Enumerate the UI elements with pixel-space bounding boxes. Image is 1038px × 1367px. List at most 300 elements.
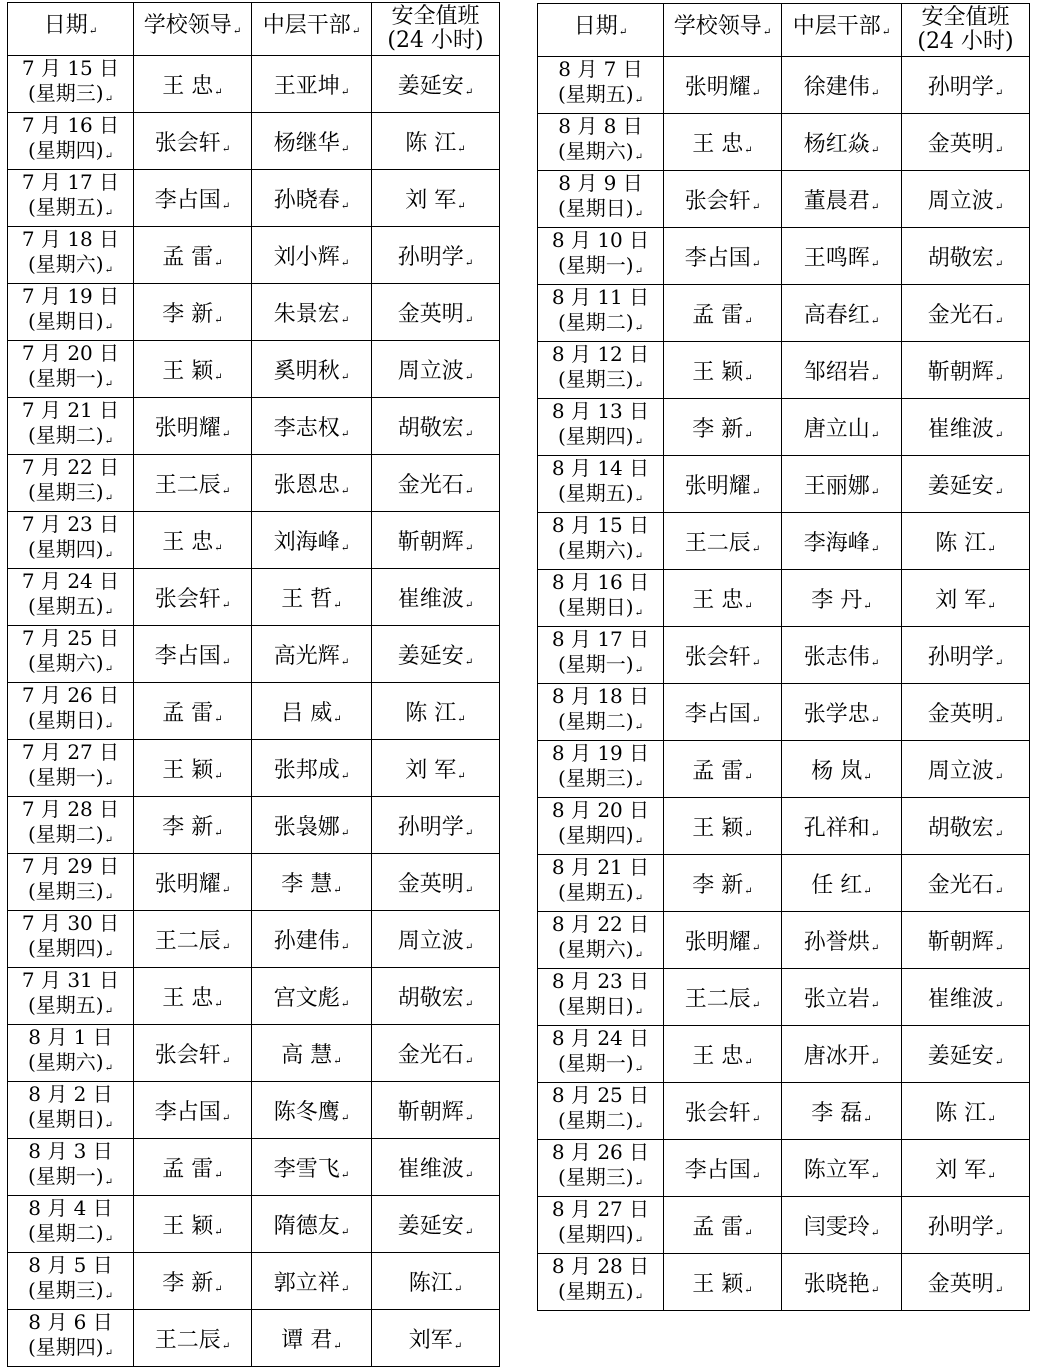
date-text: 8 月 7 日: [558, 57, 643, 81]
safety-cell: 金光石↵: [372, 455, 500, 512]
table-row: [8, 512, 500, 569]
date-text: 7 月 24 日: [21, 569, 120, 593]
safety-cell: 胡敬宏↵: [902, 228, 1030, 285]
weekday-text: (星期五)↵: [558, 481, 643, 505]
leader-cell: 王 颖↵: [134, 1196, 252, 1253]
leader-cell: 王 忠↵: [134, 968, 252, 1025]
middle-cell: 唐立山↵: [782, 399, 902, 456]
leader-cell: 王 忠↵: [664, 114, 782, 171]
date-text: 8 月 2 日: [28, 1082, 113, 1106]
leader-cell: 王二辰↵: [664, 969, 782, 1026]
middle-cell: 徐建伟↵: [782, 57, 902, 114]
date-cell: [8, 341, 134, 398]
date-text: 7 月 31 日: [21, 968, 120, 992]
weekday-text: (星期二)↵: [28, 1221, 113, 1245]
date-text: 7 月 27 日: [21, 740, 120, 764]
header-middle: 中层干部↵: [782, 4, 902, 57]
middle-cell: 董晨君↵: [782, 171, 902, 228]
weekday-text: (星期四)↵: [558, 1222, 643, 1246]
date-cell: [8, 398, 134, 455]
table-row: [538, 855, 1030, 912]
table-row: [8, 113, 500, 170]
date-text: 8 月 3 日: [28, 1139, 113, 1163]
table-row: [8, 1082, 500, 1139]
safety-cell: 姜延安↵: [902, 1026, 1030, 1083]
weekday-text: (星期日)↵: [28, 1107, 113, 1131]
date-text: 8 月 25 日: [551, 1083, 650, 1107]
date-cell: [538, 57, 664, 114]
weekday-text: (星期一)↵: [28, 1164, 113, 1188]
middle-cell: 李 丹↵: [782, 570, 902, 627]
table-row: [8, 56, 500, 113]
right-table-body: [538, 57, 1030, 1311]
date-cell: [8, 284, 134, 341]
weekday-text: (星期六)↵: [558, 937, 643, 961]
date-text: 8 月 9 日: [558, 171, 643, 195]
table-row: [8, 1253, 500, 1310]
middle-cell: 郭立祥↵: [252, 1253, 372, 1310]
middle-cell: 刘小辉↵: [252, 227, 372, 284]
date-text: 8 月 5 日: [28, 1253, 113, 1277]
table-row: [538, 741, 1030, 798]
weekday-text: (星期六)↵: [28, 252, 113, 276]
table-row: [538, 285, 1030, 342]
safety-cell: 周立波↵: [902, 171, 1030, 228]
leader-cell: 王二辰↵: [664, 513, 782, 570]
middle-cell: 孔祥和↵: [782, 798, 902, 855]
safety-cell: 周立波↵: [902, 741, 1030, 798]
middle-cell: 高 慧↵: [252, 1025, 372, 1082]
safety-cell: 金英明↵: [902, 684, 1030, 741]
leader-cell: 李 新↵: [134, 1253, 252, 1310]
leader-cell: 孟 雷↵: [134, 683, 252, 740]
leader-cell: 李占国↵: [664, 228, 782, 285]
table-row: [8, 569, 500, 626]
leader-cell: 张会轩↵: [134, 1025, 252, 1082]
middle-cell: 任 红↵: [782, 855, 902, 912]
left-duty-table: [7, 2, 500, 1367]
date-cell: [8, 170, 134, 227]
table-row: [538, 798, 1030, 855]
date-cell: [8, 968, 134, 1025]
leader-cell: 李占国↵: [664, 684, 782, 741]
leader-cell: 张会轩↵: [664, 627, 782, 684]
date-text: 8 月 10 日: [551, 228, 650, 252]
date-cell: [538, 627, 664, 684]
date-cell: [8, 1082, 134, 1139]
middle-cell: 杨红焱↵: [782, 114, 902, 171]
safety-cell: 胡敬宏↵: [902, 798, 1030, 855]
middle-cell: 陈立军↵: [782, 1140, 902, 1197]
date-cell: [538, 1140, 664, 1197]
date-cell: [538, 228, 664, 285]
table-row: [8, 1196, 500, 1253]
table-row: [538, 684, 1030, 741]
date-text: 8 月 23 日: [551, 969, 650, 993]
date-cell: [538, 342, 664, 399]
date-text: 8 月 13 日: [551, 399, 650, 423]
table-row: [538, 1140, 1030, 1197]
table-row: [538, 1026, 1030, 1083]
leader-cell: 张会轩↵: [664, 1083, 782, 1140]
middle-cell: 奚明秋↵: [252, 341, 372, 398]
safety-cell: 崔维波↵: [372, 569, 500, 626]
middle-cell: 杨继华↵: [252, 113, 372, 170]
date-text: 8 月 1 日: [28, 1025, 113, 1049]
table-row: [538, 57, 1030, 114]
middle-cell: 王鸣晖↵: [782, 228, 902, 285]
leader-cell: 王二辰↵: [134, 911, 252, 968]
safety-cell: 刘 军↵: [372, 170, 500, 227]
safety-cell: 姜延安↵: [372, 1196, 500, 1253]
middle-cell: 孙誉烘↵: [782, 912, 902, 969]
table-row: [538, 570, 1030, 627]
table-row: [8, 170, 500, 227]
table-row: [8, 626, 500, 683]
weekday-text: (星期六)↵: [558, 139, 643, 163]
leader-cell: 孟 雷↵: [664, 741, 782, 798]
date-text: 8 月 16 日: [551, 570, 650, 594]
date-cell: [8, 1025, 134, 1082]
date-text: 8 月 6 日: [28, 1310, 113, 1334]
middle-cell: 王丽娜↵: [782, 456, 902, 513]
table-row: [8, 740, 500, 797]
middle-cell: 张晓艳↵: [782, 1254, 902, 1311]
safety-cell: 靳朝辉↵: [902, 342, 1030, 399]
date-text: 7 月 19 日: [21, 284, 120, 308]
weekday-text: (星期一)↵: [558, 652, 643, 676]
weekday-text: (星期四)↵: [558, 424, 643, 448]
date-text: 8 月 12 日: [551, 342, 650, 366]
weekday-text: (星期六)↵: [28, 1050, 113, 1074]
safety-cell: 孙明学↵: [372, 797, 500, 854]
date-cell: [8, 1139, 134, 1196]
right-header-row: [538, 4, 1030, 57]
weekday-text: (星期六)↵: [558, 538, 643, 562]
date-cell: [8, 455, 134, 512]
table-row: [8, 1310, 500, 1367]
weekday-text: (星期一)↵: [28, 765, 113, 789]
safety-cell: 刘军↵: [372, 1310, 500, 1367]
table-row: [8, 227, 500, 284]
date-cell: [8, 797, 134, 854]
table-row: [8, 455, 500, 512]
middle-cell: 谭 君↵: [252, 1310, 372, 1367]
date-cell: [538, 114, 664, 171]
weekday-text: (星期三)↵: [28, 879, 113, 903]
date-text: 7 月 22 日: [21, 455, 120, 479]
header-safety: 安全值班 (24 小时): [372, 3, 500, 56]
leader-cell: 李 新↵: [134, 284, 252, 341]
weekday-text: (星期日)↵: [558, 595, 643, 619]
date-text: 7 月 16 日: [21, 113, 120, 137]
header-leader: 学校领导↵: [664, 4, 782, 57]
table-row: [8, 911, 500, 968]
safety-cell: 孙明学↵: [372, 227, 500, 284]
leader-cell: 张会轩↵: [134, 569, 252, 626]
safety-cell: 姜延安↵: [902, 456, 1030, 513]
date-cell: [8, 1196, 134, 1253]
date-cell: [538, 285, 664, 342]
weekday-text: (星期二)↵: [28, 822, 113, 846]
date-text: 8 月 27 日: [551, 1197, 650, 1221]
date-cell: [538, 570, 664, 627]
date-cell: [538, 399, 664, 456]
weekday-text: (星期五)↵: [28, 993, 113, 1017]
date-cell: [538, 1026, 664, 1083]
table-row: [8, 284, 500, 341]
table-row: [538, 456, 1030, 513]
weekday-text: (星期五)↵: [28, 594, 113, 618]
date-cell: [8, 227, 134, 284]
safety-cell: 刘 军↵: [902, 1140, 1030, 1197]
table-row: [538, 171, 1030, 228]
date-text: 7 月 17 日: [21, 170, 120, 194]
date-cell: [8, 56, 134, 113]
safety-cell: 崔维波↵: [902, 399, 1030, 456]
safety-cell: 崔维波↵: [902, 969, 1030, 1026]
safety-cell: 周立波↵: [372, 911, 500, 968]
leader-cell: 王 忠↵: [664, 1026, 782, 1083]
weekday-text: (星期二)↵: [558, 1108, 643, 1132]
leader-cell: 张会轩↵: [134, 113, 252, 170]
date-text: 8 月 18 日: [551, 684, 650, 708]
middle-cell: 张志伟↵: [782, 627, 902, 684]
leader-cell: 张明耀↵: [664, 57, 782, 114]
weekday-text: (星期日)↵: [558, 994, 643, 1018]
date-text: 7 月 23 日: [21, 512, 120, 536]
safety-cell: 姜延安↵: [372, 56, 500, 113]
middle-cell: 张学忠↵: [782, 684, 902, 741]
date-cell: [538, 1197, 664, 1254]
date-text: 7 月 30 日: [21, 911, 120, 935]
middle-cell: 王亚坤↵: [252, 56, 372, 113]
leader-cell: 王 颖↵: [664, 798, 782, 855]
leader-cell: 张明耀↵: [134, 398, 252, 455]
header-leader: 学校领导↵: [134, 3, 252, 56]
middle-cell: 张立岩↵: [782, 969, 902, 1026]
safety-cell: 刘 军↵: [372, 740, 500, 797]
date-text: 8 月 21 日: [551, 855, 650, 879]
safety-cell: 金光石↵: [372, 1025, 500, 1082]
leader-cell: 王二辰↵: [134, 1310, 252, 1367]
middle-cell: 刘海峰↵: [252, 512, 372, 569]
weekday-text: (星期四)↵: [28, 138, 113, 162]
header-date: 日期↵: [538, 4, 664, 57]
table-row: [8, 683, 500, 740]
middle-cell: 高春红↵: [782, 285, 902, 342]
middle-cell: 唐冰开↵: [782, 1026, 902, 1083]
safety-cell: 陈 江↵: [372, 683, 500, 740]
safety-cell: 周立波↵: [372, 341, 500, 398]
middle-cell: 宫文彪↵: [252, 968, 372, 1025]
header-middle: 中层干部↵: [252, 3, 372, 56]
weekday-text: (星期日)↵: [558, 196, 643, 220]
table-row: [8, 968, 500, 1025]
date-text: 7 月 15 日: [21, 56, 120, 80]
middle-cell: 李 磊↵: [782, 1083, 902, 1140]
date-text: 8 月 19 日: [551, 741, 650, 765]
date-text: 7 月 20 日: [21, 341, 120, 365]
table-row: [538, 1254, 1030, 1311]
leader-cell: 王 颖↵: [664, 1254, 782, 1311]
leader-cell: 王 忠↵: [134, 512, 252, 569]
leader-cell: 李 新↵: [664, 855, 782, 912]
safety-cell: 金英明↵: [902, 1254, 1030, 1311]
weekday-text: (星期五)↵: [558, 880, 643, 904]
safety-cell: 陈 江↵: [902, 1083, 1030, 1140]
date-text: 7 月 25 日: [21, 626, 120, 650]
date-cell: [8, 512, 134, 569]
weekday-text: (星期一)↵: [28, 366, 113, 390]
leader-cell: 李 新↵: [664, 399, 782, 456]
safety-cell: 陈 江↵: [902, 513, 1030, 570]
table-row: [8, 341, 500, 398]
leader-cell: 张明耀↵: [664, 912, 782, 969]
date-text: 7 月 26 日: [21, 683, 120, 707]
table-row: [538, 1083, 1030, 1140]
date-text: 8 月 26 日: [551, 1140, 650, 1164]
date-text: 7 月 18 日: [21, 227, 120, 251]
date-text: 8 月 8 日: [558, 114, 643, 138]
date-cell: [538, 741, 664, 798]
leader-cell: 李占国↵: [134, 1082, 252, 1139]
safety-cell: 金光石↵: [902, 285, 1030, 342]
middle-cell: 杨 岚↵: [782, 741, 902, 798]
middle-cell: 孙建伟↵: [252, 911, 372, 968]
middle-cell: 李志权↵: [252, 398, 372, 455]
table-row: [538, 1197, 1030, 1254]
safety-cell: 孙明学↵: [902, 1197, 1030, 1254]
weekday-text: (星期三)↵: [28, 81, 113, 105]
weekday-text: (星期二)↵: [558, 310, 643, 334]
date-text: 8 月 15 日: [551, 513, 650, 537]
leader-cell: 李占国↵: [134, 626, 252, 683]
date-cell: [8, 626, 134, 683]
safety-cell: 金英明↵: [902, 114, 1030, 171]
table-row: [538, 912, 1030, 969]
safety-cell: 孙明学↵: [902, 627, 1030, 684]
date-cell: [538, 1254, 664, 1311]
leader-cell: 张明耀↵: [134, 854, 252, 911]
weekday-text: (星期五)↵: [558, 1279, 643, 1303]
header-safety: 安全值班 (24 小时): [902, 4, 1030, 57]
weekday-text: (星期五)↵: [558, 82, 643, 106]
date-cell: [8, 113, 134, 170]
leader-cell: 王 忠↵: [134, 56, 252, 113]
table-row: [538, 513, 1030, 570]
weekday-text: (星期二)↵: [28, 423, 113, 447]
middle-cell: 王 哲↵: [252, 569, 372, 626]
middle-cell: 李雪飞↵: [252, 1139, 372, 1196]
middle-cell: 张邦成↵: [252, 740, 372, 797]
date-text: 8 月 14 日: [551, 456, 650, 480]
table-row: [538, 114, 1030, 171]
weekday-text: (星期日)↵: [28, 309, 113, 333]
date-text: 8 月 11 日: [551, 285, 650, 309]
date-cell: [538, 456, 664, 513]
leader-cell: 王 忠↵: [664, 570, 782, 627]
date-cell: [8, 569, 134, 626]
leader-cell: 王 颖↵: [134, 341, 252, 398]
middle-cell: 张袅娜↵: [252, 797, 372, 854]
date-text: 7 月 21 日: [21, 398, 120, 422]
table-row: [8, 797, 500, 854]
middle-cell: 朱景宏↵: [252, 284, 372, 341]
safety-cell: 陈江↵: [372, 1253, 500, 1310]
date-text: 7 月 28 日: [21, 797, 120, 821]
table-row: [8, 854, 500, 911]
middle-cell: 张恩忠↵: [252, 455, 372, 512]
leader-cell: 孟 雷↵: [664, 285, 782, 342]
header-date: 日期↵: [8, 3, 134, 56]
weekday-text: (星期三)↵: [558, 766, 643, 790]
leader-cell: 李占国↵: [664, 1140, 782, 1197]
date-cell: [538, 912, 664, 969]
table-row: [8, 398, 500, 455]
date-cell: [8, 740, 134, 797]
safety-cell: 金英明↵: [372, 854, 500, 911]
weekday-text: (星期六)↵: [28, 651, 113, 675]
weekday-text: (星期五)↵: [28, 195, 113, 219]
weekday-text: (星期三)↵: [558, 1165, 643, 1189]
weekday-text: (星期四)↵: [28, 537, 113, 561]
weekday-text: (星期日)↵: [28, 708, 113, 732]
leader-cell: 张会轩↵: [664, 171, 782, 228]
leader-cell: 王二辰↵: [134, 455, 252, 512]
weekday-text: (星期四)↵: [28, 1335, 113, 1359]
left-header-row: [8, 3, 500, 56]
leader-cell: 孟 雷↵: [134, 227, 252, 284]
middle-cell: 隋德友↵: [252, 1196, 372, 1253]
middle-cell: 李 慧↵: [252, 854, 372, 911]
date-cell: [8, 854, 134, 911]
table-row: [8, 1025, 500, 1082]
safety-cell: 崔维波↵: [372, 1139, 500, 1196]
right-duty-table: [537, 3, 1030, 1311]
safety-cell: 孙明学↵: [902, 57, 1030, 114]
leader-cell: 李占国↵: [134, 170, 252, 227]
safety-cell: 胡敬宏↵: [372, 398, 500, 455]
date-cell: [8, 911, 134, 968]
weekday-text: (星期三)↵: [558, 367, 643, 391]
date-cell: [538, 513, 664, 570]
date-cell: [538, 171, 664, 228]
date-cell: [538, 969, 664, 1026]
weekday-text: (星期四)↵: [28, 936, 113, 960]
weekday-text: (星期一)↵: [558, 253, 643, 277]
leader-cell: 孟 雷↵: [664, 1197, 782, 1254]
date-cell: [538, 1083, 664, 1140]
middle-cell: 高光辉↵: [252, 626, 372, 683]
weekday-text: (星期三)↵: [28, 480, 113, 504]
date-text: 8 月 4 日: [28, 1196, 113, 1220]
left-table-body: [8, 56, 500, 1367]
date-cell: [8, 683, 134, 740]
weekday-text: (星期三)↵: [28, 1278, 113, 1302]
middle-cell: 闫雯玲↵: [782, 1197, 902, 1254]
table-row: [538, 228, 1030, 285]
date-cell: [538, 798, 664, 855]
middle-cell: 吕 威↵: [252, 683, 372, 740]
safety-cell: 靳朝辉↵: [372, 1082, 500, 1139]
date-text: 8 月 17 日: [551, 627, 650, 651]
safety-cell: 胡敬宏↵: [372, 968, 500, 1025]
table-row: [538, 399, 1030, 456]
safety-cell: 姜延安↵: [372, 626, 500, 683]
leader-cell: 王 颖↵: [134, 740, 252, 797]
weekday-text: (星期二)↵: [558, 709, 643, 733]
